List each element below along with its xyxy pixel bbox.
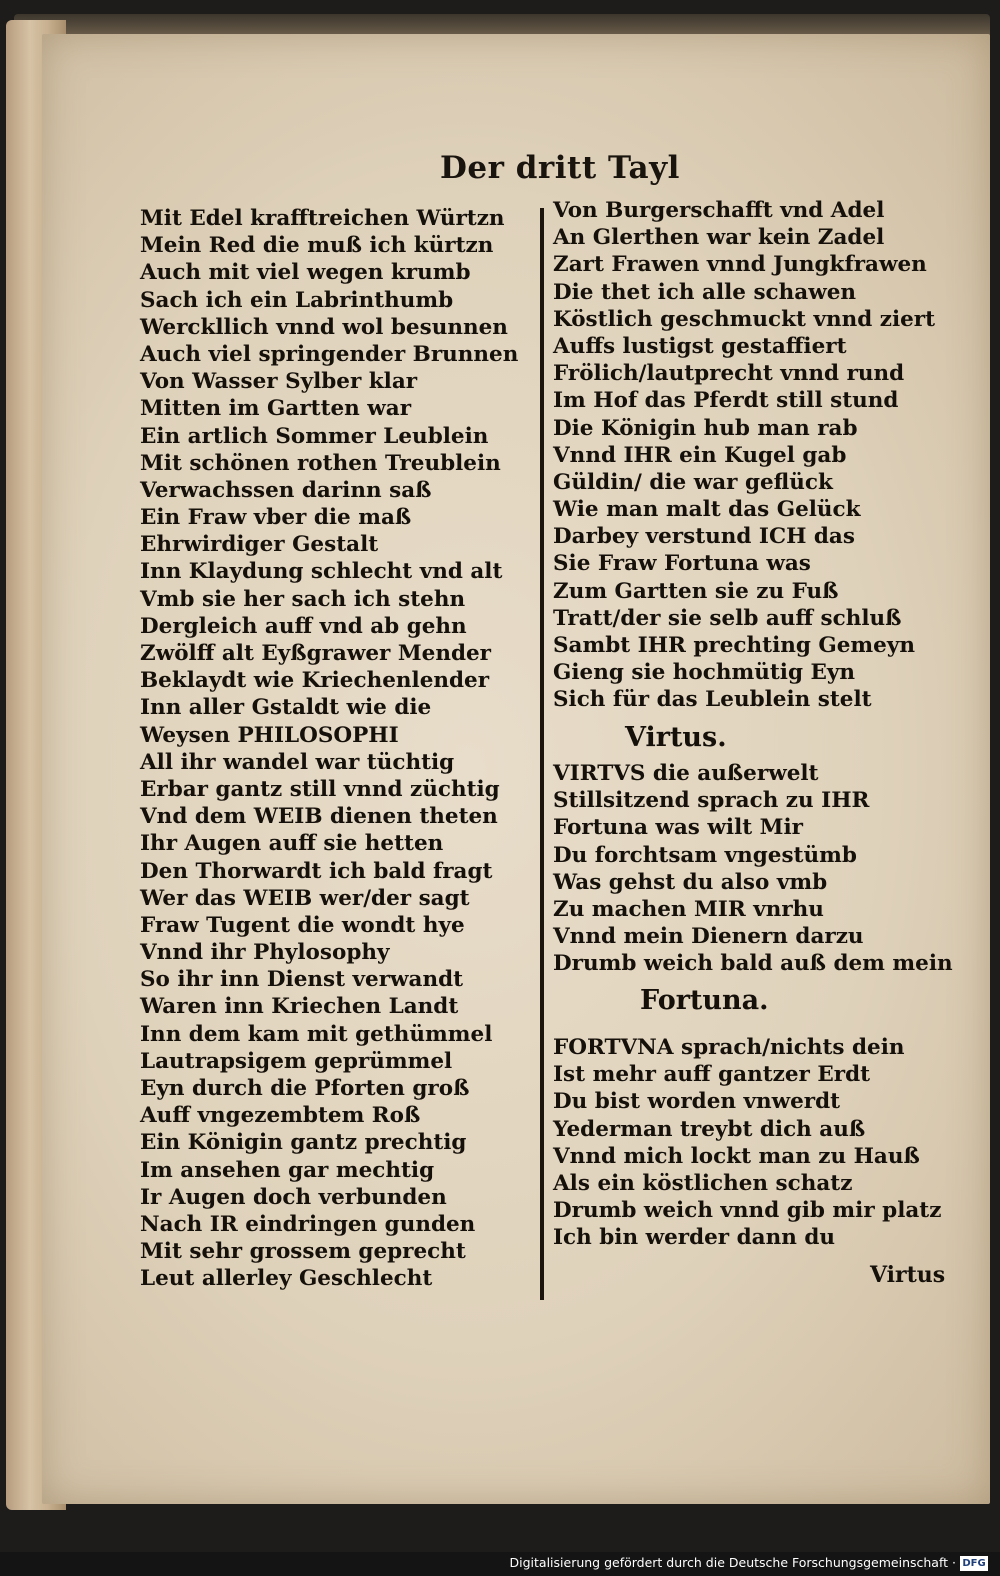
verse-line: Gieng sie hochmütig Eyn (553, 660, 855, 686)
catchword: Virtus (870, 1262, 946, 1288)
verse-line: Ehrwirdiger Gestalt (140, 532, 379, 558)
verse-line: Inn dem kam mit gethümmel (140, 1021, 493, 1047)
verse-line: Inn Klaydung schlecht vnd alt (140, 559, 503, 585)
right-text-block-fortuna (553, 1034, 941, 1252)
verse-line: Im ansehen gar mechtig (140, 1157, 435, 1183)
verse-line: Güldin/ die war geflück (553, 469, 833, 495)
verse-line: All ihr wandel war tüchtig (140, 749, 455, 775)
verse-line: Im Hof das Pferdt still stund (553, 388, 899, 414)
verse-line: Lautrapsigem geprümmel (140, 1048, 453, 1074)
verse-line: Wie man malt das Gelück (553, 497, 861, 523)
verse-line: Ein Königin gantz prechtig (140, 1130, 467, 1156)
verse-line: Vnnd ihr Phylosophy (140, 940, 390, 966)
verse-line: Yederman treybt dich auß (553, 1116, 866, 1142)
verse-line: Ich bin werder dann du (553, 1225, 835, 1251)
verse-line: Verwachssen darinn saß (140, 477, 432, 503)
verse-line: Ihr Augen auff sie hetten (140, 831, 444, 857)
verse-line: Sach ich ein Labrinthumb (140, 287, 454, 313)
verse-line: Auff vngezembtem Roß (140, 1103, 421, 1129)
verse-line: Tratt/der sie selb auff schluß (553, 605, 902, 631)
verse-line: Zum Gartten sie zu Fuß (553, 578, 839, 604)
verse-line: Werckllich vnnd wol besunnen (140, 314, 508, 340)
verse-line: Inn aller Gstaldt wie die (140, 695, 432, 721)
verse-line: Sambt IHR prechting Gemeyn (553, 633, 915, 658)
verse-line: Von Burgerschafft vnd Adel (553, 198, 885, 223)
verse-line: Den Thorwardt ich bald fragt (140, 858, 493, 884)
verse-line: Drumb weich bald auß dem mein (553, 951, 953, 977)
verse-line: Fortuna was wilt Mir (553, 815, 803, 841)
speaker-heading-fortuna: Fortuna. (640, 985, 769, 1016)
verse-line: Ist mehr auff gantzer Erdt (553, 1062, 871, 1088)
verse-line: Mit schönen rothen Treublein (140, 450, 501, 476)
verse-line: Waren inn Kriechen Landt (140, 994, 459, 1020)
verse-line: Mein Red die muß ich kürtzn (140, 233, 494, 259)
verse-line: Frölich/lautprecht vnnd rund (553, 361, 905, 387)
verse-line: Beklaydt wie Kriechenlender (140, 668, 490, 694)
verse-line: Nach IR eindringen gunden (140, 1211, 476, 1237)
verse-line: Leut allerley Geschlecht (140, 1266, 433, 1292)
verse-line: Mitten im Gartten war (140, 396, 412, 422)
verse-line: Als ein köstlichen schatz (553, 1170, 853, 1196)
verse-line: Dergleich auff vnd ab gehn (140, 613, 467, 639)
verse-line: Fraw Tugent die wondt hye (140, 912, 465, 938)
verse-line: Zu machen MIR vnrhu (553, 896, 824, 922)
verse-line: Zwölff alt Eyßgrawer Mender (140, 641, 492, 666)
verse-line: Vnnd mein Dienern darzu (553, 924, 864, 950)
right-text-column (553, 197, 935, 714)
verse-line: VIRTVS die außerwelt (553, 761, 819, 786)
running-header: Der dritt Tayl (440, 150, 680, 186)
verse-line: FORTVNA sprach/nichts dein (553, 1035, 905, 1060)
verse-line: Ein Fraw vber die maß (140, 505, 412, 531)
speaker-heading-virtus: Virtus. (625, 722, 727, 753)
verse-line: Was gehst du also vmb (553, 869, 828, 895)
verse-line: Zart Frawen vnnd Jungkfrawen (553, 252, 927, 278)
verse-line: Du forchtsam vngestümb (553, 842, 857, 868)
footer-credit-text: Digitalisierung gefördert durch die Deutsche Forschungsgemeinschaft · (509, 1555, 956, 1570)
left-text-column (140, 205, 518, 1293)
verse-line: Auch mit viel wegen krumb (140, 260, 471, 286)
verse-line: Ir Augen doch verbunden (140, 1184, 447, 1210)
verse-line: Mit sehr grossem geprecht (140, 1239, 466, 1265)
verse-line: Eyn durch die Pforten groß (140, 1076, 470, 1101)
verse-line: Die thet ich alle schawen (553, 279, 857, 305)
column-divider-rule (540, 208, 544, 1300)
verse-line: Du bist worden vnwerdt (553, 1089, 841, 1115)
verse-line: Stillsitzend sprach zu IHR (553, 788, 870, 814)
verse-line: Von Wasser Sylber klar (140, 369, 418, 395)
verse-line: So ihr inn Dienst verwandt (140, 967, 464, 993)
verse-line: Auffs lustigst gestaffiert (553, 333, 847, 359)
verse-line: Mit Edel krafftreichen Würtzn (140, 206, 505, 231)
verse-line: Erbar gantz still vnnd züchtig (140, 776, 500, 802)
verse-line: Ein artlich Sommer Leublein (140, 423, 489, 449)
verse-line: Darbey verstund ICH das (553, 524, 855, 550)
verse-line: Vnd dem WEIB dienen theten (140, 804, 498, 830)
verse-line: Wer das WEIB wer/der sagt (140, 885, 470, 911)
verse-line: Drumb weich vnnd gib mir platz (553, 1198, 942, 1224)
verse-line: Sich für das Leublein stelt (553, 687, 872, 713)
verse-line: Vmb sie her sach ich stehn (140, 586, 466, 612)
verse-line: Vnnd IHR ein Kugel gab (553, 442, 847, 468)
verse-line: Köstlich geschmuckt vnnd ziert (553, 306, 936, 332)
right-text-block-virtus (553, 760, 953, 978)
verse-line: Vnnd mich lockt man zu Hauß (553, 1143, 920, 1169)
verse-line: Sie Fraw Fortuna was (553, 551, 811, 577)
verse-line: Die Königin hub man rab (553, 415, 858, 441)
verse-line: Auch viel springender Brunnen (140, 341, 519, 367)
verse-line: An Glerthen war kein Zadel (553, 225, 885, 251)
verse-line: Weysen PHILOSOPHI (140, 722, 399, 748)
dfg-logo-badge: DFG (960, 1556, 988, 1571)
